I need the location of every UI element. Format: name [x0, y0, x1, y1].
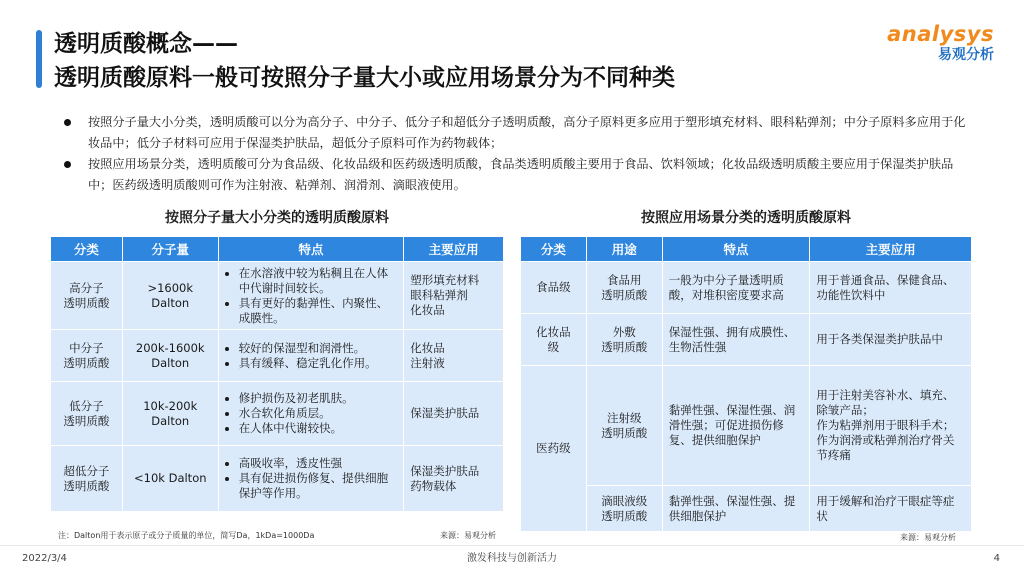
usage-cell: 食品用 透明质酸 [586, 262, 662, 314]
bullet-dot-icon [64, 119, 71, 126]
table-header-cell: 用途 [586, 237, 662, 262]
table-row [521, 366, 972, 486]
molecular-weight-cell: 200k-1600k Dalton [122, 330, 218, 382]
table-row [521, 262, 972, 314]
table-header-cell: 分类 [51, 237, 123, 262]
table-header-cell: 主要应用 [810, 237, 972, 262]
bullet-dot-icon [64, 161, 71, 168]
application-cell: 塑形填充材料 眼科粘弹剂 化妆品 [404, 262, 504, 330]
feature-item: • 具有促进损伤修复、提供细胞保护等作用。 [239, 471, 398, 501]
usage-cell: 注射级 透明质酸 [586, 366, 662, 486]
bullet-item: 按照分子量大小分类，透明质酸可以分为高分子、中分子、低分子和超低分子透明质酸，高分子原料更多应用于塑形填充材料、眼科粘弹剂；中分子原料多应用于化妆品中；低分子材料可应用于保湿类护肤品，超低分子原料可作为药物载体； [64, 112, 969, 154]
left-source: 来源：易观分析 [440, 531, 496, 540]
features-cell [218, 382, 404, 446]
footer-divider [0, 545, 1024, 546]
application-cell: 用于各类保湿类护肤品中 [810, 314, 972, 366]
category-cell: 超低分子 透明质酸 [51, 446, 123, 512]
feature-item: • 修护损伤及初老肌肤。 [239, 391, 398, 406]
category-cell: 中分子 透明质酸 [51, 330, 123, 382]
feature-item: • 在水溶液中较为粘稠且在人体中代谢时间较长。 [239, 266, 398, 296]
page-title [54, 27, 675, 95]
molecular-weight-table [50, 236, 504, 512]
features-cell [218, 446, 404, 512]
features-cell: 黏弹性强、保湿性强、润滑性强；可促进损伤修复、提供细胞保护 [662, 366, 810, 486]
analysys-logo [887, 22, 994, 64]
table-row [51, 330, 504, 382]
usage-cell: 滴眼液级 透明质酸 [586, 486, 662, 532]
application-scene-table [520, 236, 972, 532]
features-cell [218, 262, 404, 330]
table-header-cell: 主要应用 [404, 237, 504, 262]
application-cell: 保湿类护肤品 [404, 382, 504, 446]
application-cell: 用于普通食品、保健食品、功能性饮料中 [810, 262, 972, 314]
left-table-title: 按照分子量大小分类的透明质酸原料 [165, 210, 389, 226]
application-cell: 化妆品 注射液 [404, 330, 504, 382]
molecular-weight-cell: <10k Dalton [122, 446, 218, 512]
features-cell: 保湿性强、拥有成膜性、生物活性强 [662, 314, 810, 366]
category-cell: 医药级 [521, 366, 587, 532]
table-row [51, 262, 504, 330]
category-cell: 低分子 透明质酸 [51, 382, 123, 446]
feature-item: • 高吸收率，透皮性强 [239, 456, 398, 471]
dalton-note: 注：Dalton用于表示原子或分子质量的单位，简写Da，1kDa=1000Da [58, 531, 315, 540]
footer-date: 2022/3/4 [22, 553, 67, 564]
feature-item: • 具有缓释、稳定乳化作用。 [239, 356, 398, 371]
table-header-cell: 特点 [662, 237, 810, 262]
table-header-cell: 特点 [218, 237, 404, 262]
right-source: 来源：易观分析 [900, 533, 956, 542]
right-table-title: 按照应用场景分类的透明质酸原料 [641, 210, 851, 226]
title-accent-bar [36, 30, 42, 88]
features-list [225, 391, 398, 436]
logo-text-cn: 易观分析 [938, 47, 994, 63]
features-cell: 一般为中分子量透明质酸，对堆积密度要求高 [662, 262, 810, 314]
bullet-item: 按照应用场景分类，透明质酸可分为食品级、化妆品级和医药级透明质酸，食品类透明质酸主要用于食品、饮料领域；化妆品级透明质酸主要应用于保湿类护肤品中；医药级透明质酸则可作为注射液、粘弹剂、润滑剂、滴眼液使用。 [64, 154, 969, 196]
feature-item: • 在人体中代谢较快。 [239, 421, 398, 436]
molecular-weight-cell: 10k-200k Dalton [122, 382, 218, 446]
table-header-cell: 分子量 [122, 237, 218, 262]
feature-item: • 较好的保湿型和润滑性。 [239, 341, 398, 356]
category-cell: 食品级 [521, 262, 587, 314]
features-list [225, 456, 398, 501]
table-row [521, 314, 972, 366]
category-cell: 高分子 透明质酸 [51, 262, 123, 330]
feature-item: • 具有更好的黏弹性、内聚性、成膜性。 [239, 296, 398, 326]
molecular-weight-cell: >1600k Dalton [122, 262, 218, 330]
table-row [521, 486, 972, 532]
application-cell: 用于注射美容补水、填充、除皱产品； 作为粘弹剂用于眼科手术； 作为润滑或粘弹剂治疗骨关节疼痛 [810, 366, 972, 486]
features-cell: 黏弹性强、保湿性强、提供细胞保护 [662, 486, 810, 532]
footer-slogan: 激发科技与创新活力 [467, 553, 557, 564]
usage-cell: 外敷 透明质酸 [586, 314, 662, 366]
application-cell: 保湿类护肤品 药物载体 [404, 446, 504, 512]
features-list [225, 341, 398, 371]
category-cell: 化妆品 级 [521, 314, 587, 366]
application-cell: 用于缓解和治疗干眼症等症状 [810, 486, 972, 532]
table-row [51, 382, 504, 446]
features-cell [218, 330, 404, 382]
table-header-cell: 分类 [521, 237, 587, 262]
title-line-1: 透明质酸概念—— [54, 31, 238, 57]
table-row [51, 446, 504, 512]
features-list [225, 266, 398, 326]
page-number: 4 [993, 553, 1000, 564]
logo-text-en: analysys [887, 22, 994, 46]
title-line-2: 透明质酸原料一般可按照分子量大小或应用场景分为不同种类 [54, 65, 675, 91]
bullet-list [64, 112, 969, 196]
feature-item: • 水合软化角质层。 [239, 406, 398, 421]
